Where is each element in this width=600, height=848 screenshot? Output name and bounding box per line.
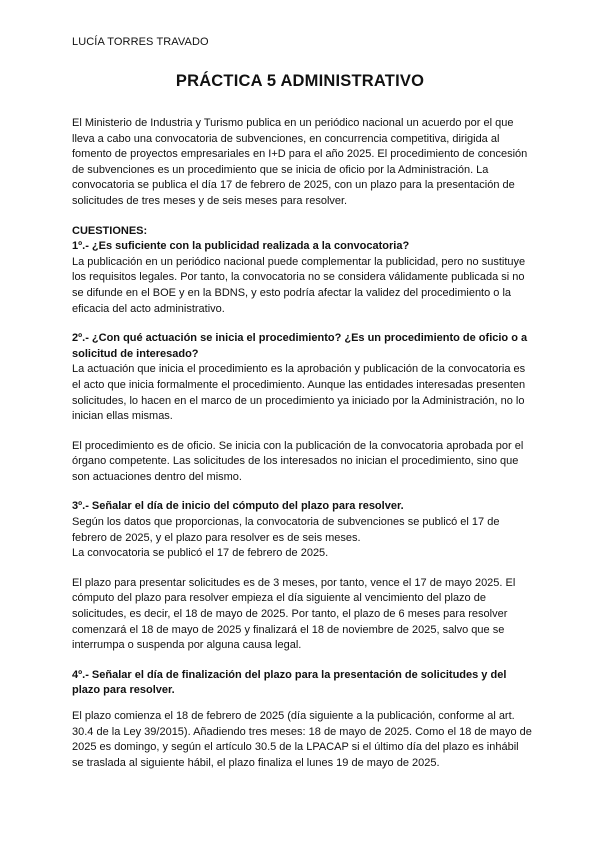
- question-3: 3º.- Señalar el día de inicio del cómputo del plazo para resolver.: [72, 500, 404, 513]
- question-1: 1º.- ¿Es suficiente con la publicidad realizada a la convocatoria?: [72, 240, 410, 253]
- author-name: LUCÍA TORRES TRAVADO: [72, 36, 209, 48]
- answer-2-part-1: La actuación que inicia el procedimiento es la aprobación y publicación de la convocatoria es el acto que inicia formalmente el procedimiento. Aunque las entidades interesadas presenten solicitudes, lo hacen en el marco de un procedimiento ya iniciado por la Administración, no lo inician ellas mismas.: [72, 363, 526, 423]
- document-title: PRÁCTICA 5 ADMINISTRATIVO: [175, 72, 425, 90]
- answer-3-part-2: La convocatoria se publicó el 17 de febrero de 2025.: [72, 547, 329, 560]
- answer-3-part-1: Según los datos que proporcionas, la convocatoria de subvenciones se publicó el 17 de febrero de 2025, y el plazo para resolver es de seis meses.: [72, 516, 500, 544]
- cuestiones-label: CUESTIONES:: [72, 224, 148, 237]
- question-4: 4º.- Señalar el día de finalización del plazo para la presentación de solicitudes y del plazo para resolver.: [72, 668, 507, 697]
- answer-4: El plazo comienza el 18 de febrero de 2025 (día siguiente a la publicación, conforme al art. 30.4 de la Ley 39/2015). Añadiendo tres meses: 18 de mayo de 2025. Como el 18 de mayo de 2025 es domingo, y según el artículo 30.5 de la LPACAP si el último día del plazo es inhábil se traslada al siguiente hábil, el plazo finaliza el lunes 19 de mayo de 2025.: [72, 710, 532, 769]
- answer-3-part-3: El plazo para presentar solicitudes es de 3 meses, por tanto, vence el 17 de mayo 2025. El cómputo del plazo para resolver empieza el día siguiente al vencimiento del plazo de solicitudes, es decir, el 18 de mayo de 2025. Por tanto, el plazo de 6 meses para resolver comenzará el 18 de mayo de 2025 y finalizará el 18 de noviembre de 2025, salvo que se interrumpa o suspenda por alguna causa legal.: [72, 576, 516, 652]
- question-2: 2º.- ¿Con qué actuación se inicia el procedimiento? ¿Es un procedimiento de oficio o a solicitud de interesado?: [72, 332, 528, 360]
- document-body: [72, 116, 532, 771]
- answer-1: La publicación en un periódico nacional puede complementar la publicidad, pero no sustituye los requisitos legales. Por tanto, la convocatoria no se considera válidamente publicada si no se difunde en el BOE y en la BDNS, y esto podría afectar la validez del procedimiento o la eficacia del acto administrativo.: [72, 255, 526, 315]
- intro-paragraph: El Ministerio de Industria y Turismo publica en un periódico nacional un acuerdo por el que lleva a cabo una convocatoria de subvenciones, en concurrencia competitiva, dirigida al fomento de proyectos empresariales en I+D para el año 2025. El procedimiento de concesión de subvenciones es un procedimiento que se inicia de oficio por la Administración. La convocatoria se publica el día 17 de febrero de 2025, con un plazo para la presentación de solicitudes de tres meses y de seis meses para resolver.: [72, 117, 528, 207]
- answer-2-part-2: El procedimiento es de oficio. Se inicia con la publicación de la convocatoria aprobada por el órgano competente. Las solicitudes de los interesados no inician el procedimiento, sino que son actuaciones dentro del mismo.: [72, 439, 524, 483]
